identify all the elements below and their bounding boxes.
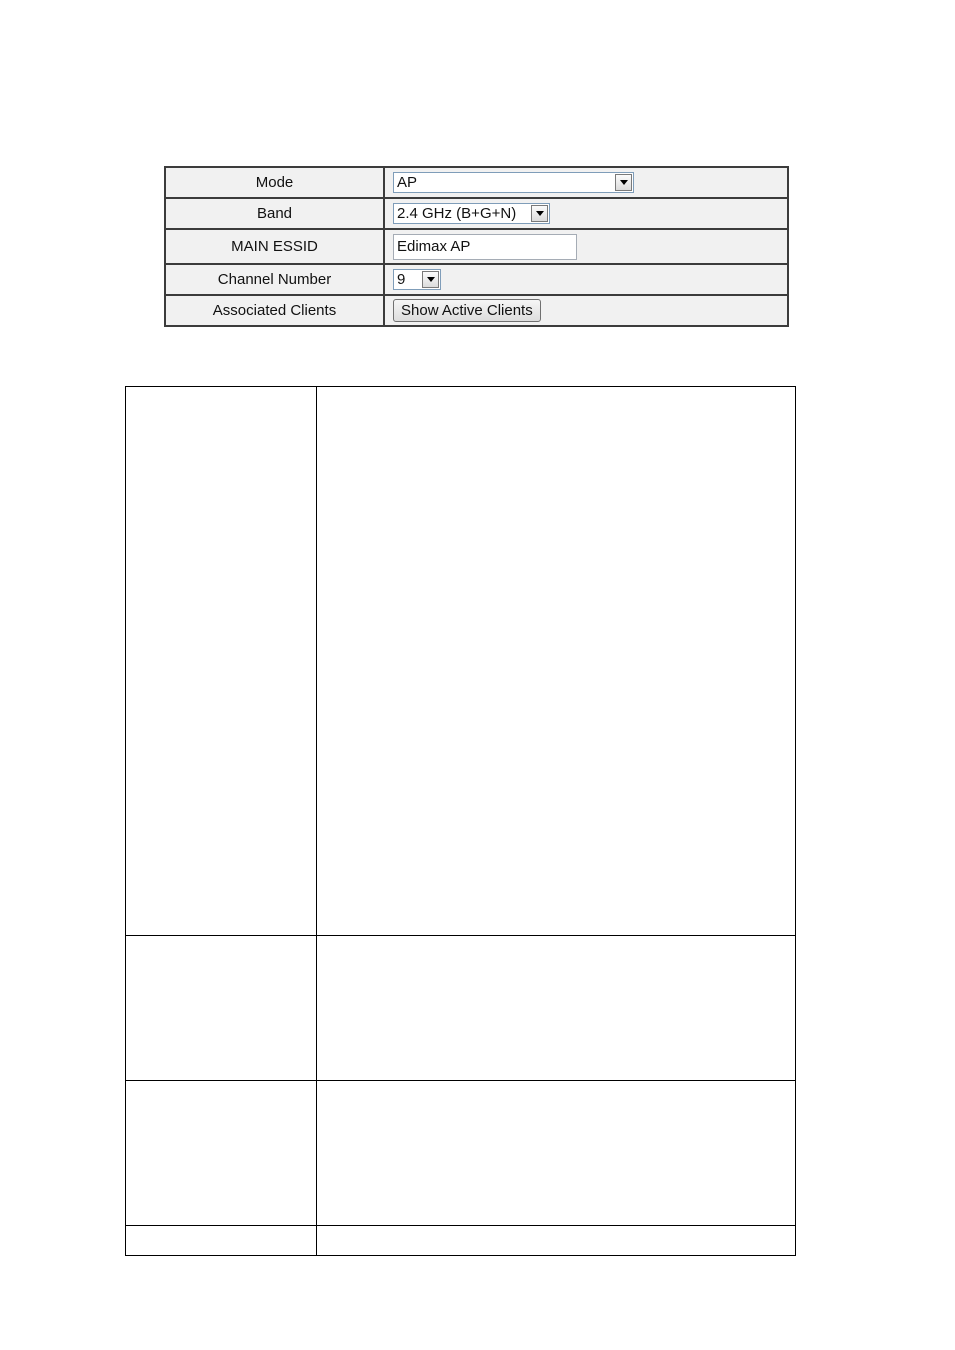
mode-select[interactable]	[393, 172, 634, 193]
mode-row	[165, 167, 788, 198]
essid-label: MAIN ESSID	[165, 229, 384, 264]
clients-value-cell	[384, 295, 788, 326]
chevron-down-icon[interactable]	[422, 271, 439, 288]
channel-value-cell	[384, 264, 788, 295]
band-row	[165, 198, 788, 229]
chevron-down-icon[interactable]	[615, 174, 632, 191]
description-table-row-divider	[126, 1080, 795, 1081]
description-table-row-divider	[126, 1225, 795, 1226]
band-select[interactable]	[393, 203, 550, 224]
channel-select[interactable]	[393, 269, 441, 290]
essid-row	[165, 229, 788, 264]
essid-input[interactable]	[393, 234, 577, 260]
mode-label: Mode	[165, 167, 384, 198]
channel-label: Channel Number	[165, 264, 384, 295]
essid-value-cell	[384, 229, 788, 264]
description-table-row-divider	[126, 935, 795, 936]
wireless-settings-table	[164, 166, 789, 327]
channel-row	[165, 264, 788, 295]
channel-select-value: 9	[397, 271, 406, 288]
chevron-down-icon[interactable]	[531, 205, 548, 222]
clients-label: Associated Clients	[165, 295, 384, 326]
clients-row	[165, 295, 788, 326]
band-select-value: 2.4 GHz (B+G+N)	[397, 205, 517, 222]
description-table-column-divider	[316, 387, 317, 1255]
band-label: Band	[165, 198, 384, 229]
show-active-clients-button[interactable]: Show Active Clients	[393, 299, 541, 322]
description-table	[125, 386, 796, 1256]
mode-value-cell	[384, 167, 788, 198]
band-value-cell	[384, 198, 788, 229]
mode-select-value: AP	[397, 174, 418, 191]
